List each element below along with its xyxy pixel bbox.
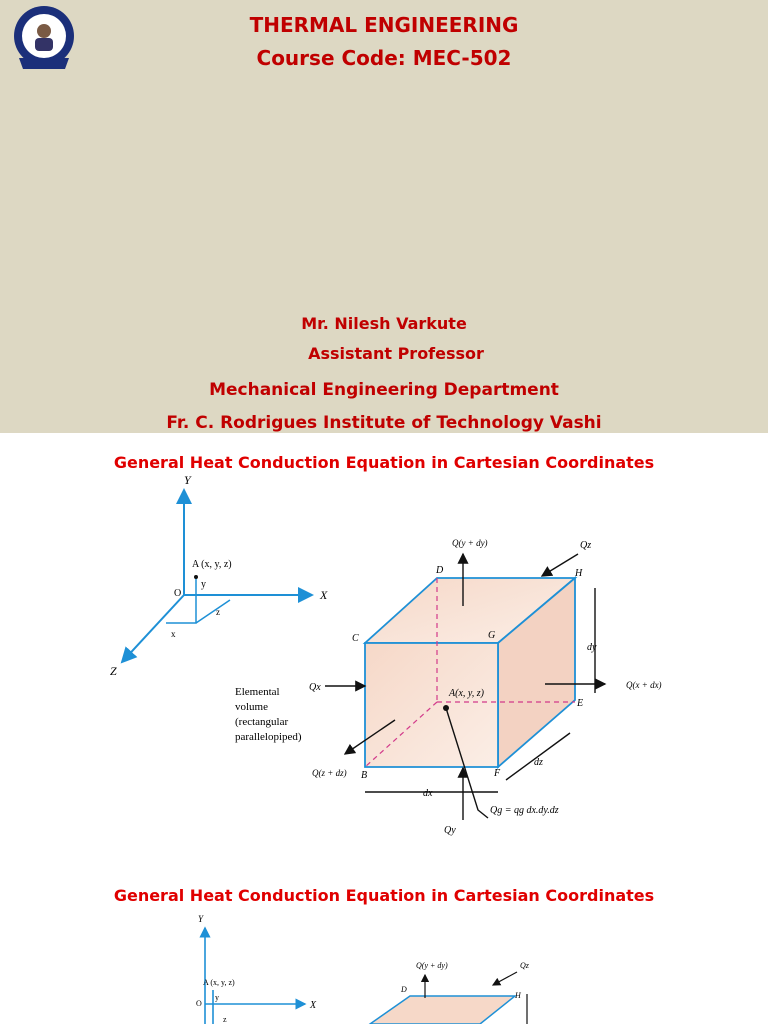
corner-f: F [494, 768, 501, 779]
q-x-label: Qx [309, 682, 321, 693]
label-z: z [216, 607, 220, 617]
author-name: Mr. Nilesh Varkute [301, 314, 467, 333]
axis-y-label-2: Y [198, 914, 204, 924]
elemental-text-3: (rectangular [235, 716, 289, 728]
q-zdz-label: Q(z + dz) [312, 768, 347, 778]
elemental-text-1: Elemental [235, 686, 280, 698]
corner-d-2: D [401, 985, 407, 994]
q-z-label-2: Qz [520, 961, 529, 970]
axis-x-label-2: X [310, 1000, 317, 1011]
axis-y-label: Y [184, 473, 191, 487]
label-x: x [171, 629, 176, 639]
corner-g: G [488, 630, 496, 641]
q-g-label: Qg = qg dx.dy.dz [490, 805, 559, 816]
origin-label-2: O [196, 999, 202, 1008]
corner-h: H [575, 568, 583, 579]
elemental-text-2: volume [235, 701, 268, 713]
title-slide [0, 0, 768, 433]
author-designation: Assistant Professor [308, 344, 484, 363]
corner-b: B [361, 770, 368, 781]
origin-label: O [174, 588, 182, 599]
institute-name: Fr. C. Rodrigues Institute of Technology Vashi [166, 413, 602, 433]
label-y-2: y [215, 993, 219, 1002]
q-top-label-2: Q(y + dy) [416, 961, 448, 970]
axis-x-label: X [320, 588, 328, 602]
q-y-label: Qy [444, 825, 456, 836]
course-code: Course Code: MEC-502 [256, 46, 512, 70]
elemental-text-4: parallelopiped) [235, 731, 302, 743]
label-z-2: z [223, 1015, 227, 1024]
q-top-label: Q(y + dy) [452, 538, 488, 548]
q-xdx-label: Q(x + dx) [626, 680, 662, 690]
center-point-label: A(x, y, z) [449, 688, 484, 699]
corner-d: D [436, 565, 444, 576]
heat-conduction-diagram [0, 470, 768, 850]
corner-h-2: H [515, 991, 521, 1000]
point-a-label-2: A (x, y, z) [203, 978, 235, 987]
dim-dy-label: dy [587, 642, 597, 653]
axis-z-label: Z [110, 664, 117, 678]
center-point-dot [443, 705, 449, 711]
course-title: THERMAL ENGINEERING [249, 13, 519, 37]
point-a-label: A (x, y, z) [192, 559, 232, 570]
heat-conduction-diagram-2 [0, 910, 768, 1024]
slide2-heading: General Heat Conduction Equation in Cartesian Coordinates [113, 453, 655, 472]
corner-e: E [577, 698, 584, 709]
label-y: y [201, 579, 206, 590]
axes [122, 490, 312, 662]
q-z-label: Qz [580, 540, 592, 551]
dim-dz-label: dz [534, 757, 543, 768]
department-name: Mechanical Engineering Department [209, 380, 559, 400]
dim-dx-label: dx [423, 788, 433, 799]
corner-c: C [352, 633, 359, 644]
slide3-heading: General Heat Conduction Equation in Cartesian Coordinates [113, 886, 655, 905]
point-a-dot [194, 575, 198, 579]
